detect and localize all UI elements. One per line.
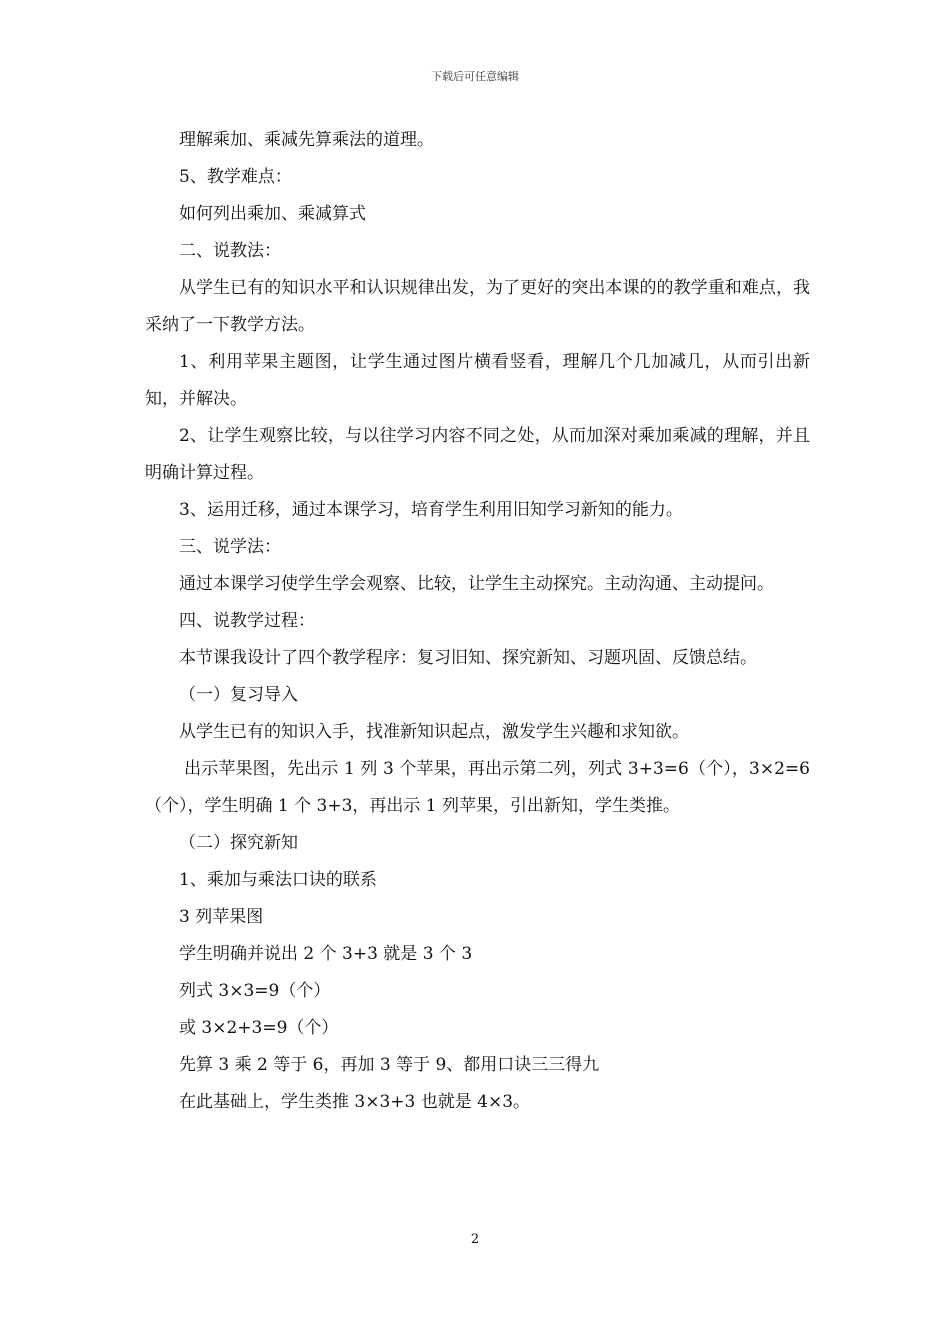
section-heading-teaching-method: 二、说教法： (179, 241, 281, 261)
section-heading-learning-method: 三、说学法： (179, 537, 281, 557)
paragraph-22: 先算 3 乘 2 等于 6，再加 3 等于 9、都用口诀三三得九 (179, 1055, 600, 1075)
paragraph-8: 3、运用迁移，通过本课学习，培育学生利用旧知学习新知的能力。 (179, 500, 683, 520)
paragraph-6: 1、利用苹果主题图，让学生通过图片横看竖看，理解几个几加减几，从而引出新知，并解决。 (145, 352, 810, 409)
paragraph-20: 列式 3×3=9（个） (179, 981, 331, 1001)
paragraph-18: 3 列苹果图 (179, 907, 264, 927)
paragraph-21: 或 3×2+3=9（个） (179, 1018, 339, 1038)
subheading-review: （一）复习导入 (179, 685, 298, 705)
paragraph-5: 从学生已有的知识水平和认识规律出发，为了更好的突出本课的的教学重和难点，我采纳了一下教学方法。 (145, 278, 810, 335)
page-header: 下载后可任意编辑 (431, 70, 519, 83)
paragraph-12: 本节课我设计了四个教学程序：复习旧知、探究新知、习题巩固、反馈总结。 (179, 648, 757, 668)
paragraph-15: 出示苹果图，先出示 1 列 3 个苹果，再出示第二列，列式 3+3=6（个），3×2=6（个），学生明确 1 个 3+3，再出示 1 列苹果，引出新知，学生类推。 (145, 759, 810, 816)
section-heading-teaching-process: 四、说教学过程： (179, 611, 315, 631)
paragraph-14: 从学生已有的知识入手，找准新知识起点，激发学生兴趣和求知欲。 (179, 722, 689, 742)
paragraph-7: 2、让学生观察比较，与以往学习内容不同之处，从而加深对乘加乘减的理解，并且明确计算过程。 (145, 426, 810, 483)
paragraph-17: 1、乘加与乘法口诀的联系 (179, 870, 377, 890)
paragraph-23: 在此基础上，学生类推 3×3+3 也就是 4×3。 (179, 1092, 531, 1112)
paragraph-10: 通过本课学习使学生学会观察、比较，让学生主动探究。主动沟通、主动提问。 (179, 574, 774, 594)
page-number: 2 (470, 1232, 480, 1247)
paragraph-1: 理解乘加、乘减先算乘法的道理。 (179, 130, 434, 150)
document-body (145, 122, 810, 1121)
paragraph-19: 学生明确并说出 2 个 3+3 就是 3 个 3 (179, 944, 473, 964)
paragraph-3: 如何列出乘加、乘减算式 (179, 204, 366, 224)
paragraph-2: 5、教学难点： (179, 167, 292, 187)
subheading-explore: （二）探究新知 (179, 833, 298, 853)
